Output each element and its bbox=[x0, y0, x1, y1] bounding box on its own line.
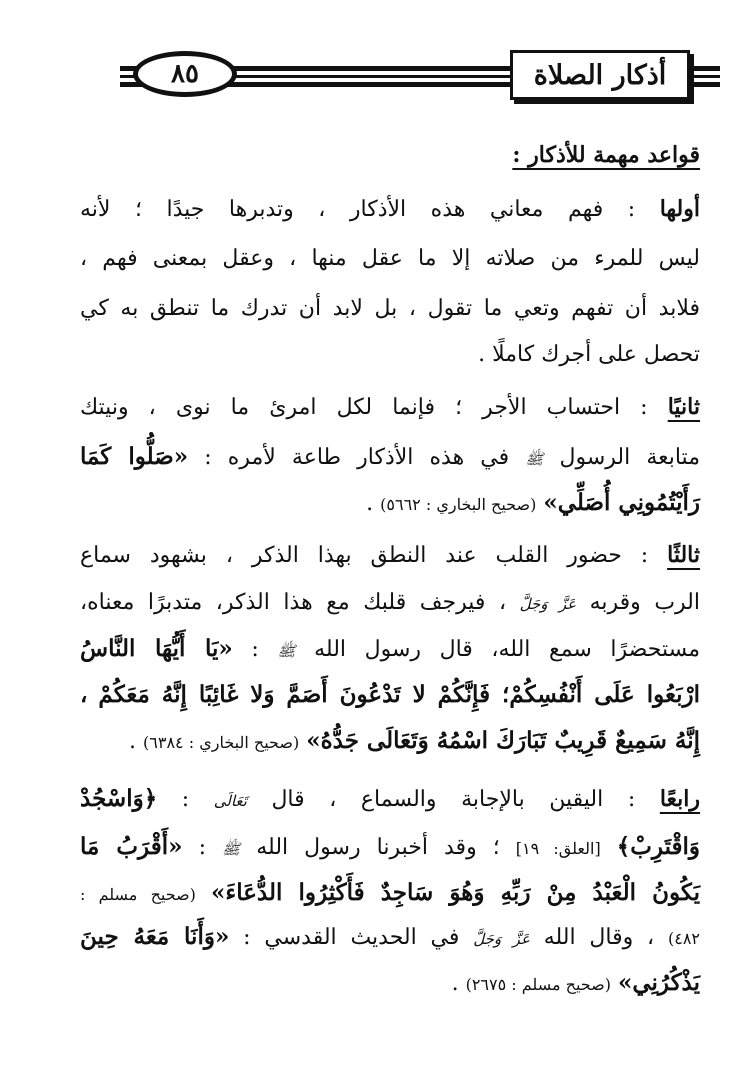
paragraph-2-label: ثانيًا bbox=[667, 394, 700, 420]
paragraph-2-text-2b: في هذه الأذكار طاعة لأمره : bbox=[204, 445, 510, 470]
paragraph-3-line-1 bbox=[80, 532, 700, 580]
hadith-quote-2c: ، bbox=[80, 681, 88, 708]
hadith-quote-2b: ارْبَعُوا عَلَى أَنْفُسِكُمْ؛ فَإِنَّكُمْ لا تَدْعُونَ أَصَمَّ وَلا غَائِبًا إِنَّهُ مَعَكُمْ bbox=[98, 681, 701, 708]
paragraph-1-text-3: فلابد أن تفهم وتعي ما تقول ، بل لابد أن تدرك ما تنطق به كي bbox=[80, 296, 700, 321]
line-end-period: . bbox=[451, 971, 459, 996]
separator: : bbox=[620, 395, 668, 420]
hadith-source-4: (صحيح مسلم : ٢٦٧٥) bbox=[465, 975, 611, 994]
paragraph-4-line-5 bbox=[80, 960, 700, 1008]
honorific-seal: ﷺ bbox=[277, 642, 296, 660]
hadith-source-3b: ٤٨٢) bbox=[667, 929, 700, 948]
hadith-quote-2d: إِنَّهُ سَمِيعٌ قَرِيبٌ تَبَارَكَ اسْمُهُ وَتَعَالَى جَدُّهُ» bbox=[306, 727, 700, 754]
hadith-source-2: (صحيح البخاري : ٦٣٨٤) bbox=[143, 733, 300, 752]
hadith-source-3a: (صحيح مسلم : bbox=[80, 885, 196, 904]
paragraph-1-line-3 bbox=[80, 286, 700, 334]
paragraph-1-text-4: تحصل على أجرك كاملًا . bbox=[478, 342, 700, 367]
paragraph-1-text-2: ليس للمرء من صلاته إلا ما عقل منها ، وعقل بمعنى فهم ، bbox=[80, 246, 700, 271]
hadith-quote-3b: يَكُونُ الْعَبْدُ مِنْ رَبِّهِ وَهُوَ سَاجِدٌ فَأَكْثِرُوا الدُّعَاءَ» bbox=[211, 879, 701, 906]
page-number-badge bbox=[133, 51, 237, 97]
honorific-seal: تَعَالَى bbox=[213, 792, 247, 810]
paragraph-2-text-1: احتساب الأجر ؛ فإنما لكل امرئ ما نوى ، ونيتك bbox=[80, 395, 621, 420]
paragraph-1-text-1: فهم معاني هذه الأذكار ، وتدبرها جيدًا ؛ لأنه bbox=[80, 197, 604, 222]
section-heading: قواعد مهمة للأذكار : bbox=[512, 142, 700, 168]
paragraph-4-text-4b: في الحديث القدسي : bbox=[243, 925, 460, 950]
honorific-seal: عَزَّ وَجَلَّ bbox=[519, 595, 577, 613]
paragraph-2-line-3 bbox=[80, 480, 700, 528]
paragraph-4-text-2b: : bbox=[198, 835, 206, 860]
quran-quote-a: ﴿وَاسْجُدْ bbox=[80, 785, 158, 812]
paragraph-1-line-1 bbox=[80, 186, 700, 234]
honorific-seal: عَزَّ وَجَلَّ bbox=[473, 930, 530, 948]
quran-quote-b: وَاقْتَرِبْ﴾ bbox=[616, 833, 701, 860]
separator: : bbox=[603, 197, 660, 222]
paragraph-2-line-2 bbox=[80, 434, 700, 482]
paragraph-4-text-2a: ؛ وقد أخبرنا رسول الله bbox=[256, 835, 500, 860]
chapter-title: أذكار الصلاة bbox=[533, 59, 667, 91]
paragraph-4-line-4 bbox=[80, 914, 700, 962]
paragraph-4-line-3 bbox=[80, 870, 700, 918]
paragraph-2-text-2a: متابعة الرسول bbox=[559, 445, 700, 470]
paragraph-4-text-4a: ، وقال الله bbox=[543, 925, 655, 950]
hadith-quote-1b: رَأَيْتُمُونِي أُصَلِّي» bbox=[543, 489, 700, 516]
honorific-seal: ﷺ bbox=[222, 840, 241, 858]
paragraph-4-line-2 bbox=[80, 824, 700, 872]
hadith-source-1: (صحيح البخاري : ٥٦٦٢) bbox=[380, 495, 537, 514]
paragraph-3-text-3a: مستحضرًا سمع الله، قال رسول الله bbox=[314, 637, 701, 662]
paragraph-3-line-4 bbox=[80, 672, 700, 720]
separator: : bbox=[621, 543, 668, 568]
hadith-quote-1a: «صَلُّوا كَمَا bbox=[80, 443, 189, 470]
hadith-quote-4b: يَذْكُرُنِي» bbox=[617, 969, 700, 996]
hadith-quote-2a: «يَا أَيُّهَا النَّاسُ bbox=[80, 635, 233, 662]
paragraph-3-text-2b: ، فيرجف قلبك مع هذا الذكر، متدبرًا معناه، bbox=[80, 590, 507, 615]
paragraph-1-line-2 bbox=[80, 236, 700, 284]
honorific-seal: ﷺ bbox=[525, 450, 544, 468]
chapter-title-box bbox=[510, 50, 690, 100]
paragraph-3-text-3b: : bbox=[251, 637, 259, 662]
page-number: ٨٥ bbox=[171, 59, 199, 89]
paragraph-4-line-1 bbox=[80, 776, 700, 824]
hadith-quote-3a: «أَقْرَبُ مَا bbox=[80, 833, 183, 860]
hadith-quote-4a: «وَأَنَا مَعَهُ حِينَ bbox=[80, 923, 230, 950]
paragraph-4-text-1a: اليقين بالإجابة والسماع ، قال bbox=[271, 787, 604, 812]
paragraph-3-label: ثالثًا bbox=[667, 542, 700, 568]
paragraph-3-text-1: حضور القلب عند النطق بهذا الذكر ، بشهود سماع bbox=[80, 543, 622, 568]
paragraph-2-line-1 bbox=[80, 384, 700, 432]
paragraph-3-line-2 bbox=[80, 580, 700, 628]
paragraph-1-label: أولها bbox=[659, 196, 700, 222]
paragraph-4-label: رابعًا bbox=[659, 786, 701, 812]
paragraph-3-line-5 bbox=[80, 718, 700, 766]
line-end-period: . bbox=[129, 729, 137, 754]
paragraph-3-text-2a: الرب وقربه bbox=[589, 590, 700, 615]
paragraph-4-text-1b: : bbox=[181, 787, 190, 812]
paragraph-1-line-4 bbox=[80, 332, 700, 380]
separator: : bbox=[603, 787, 660, 812]
quran-source: [العلق: ١٩] bbox=[515, 839, 601, 858]
line-end-period: . bbox=[366, 491, 374, 516]
section-heading-line bbox=[400, 132, 700, 180]
paragraph-3-line-3 bbox=[80, 626, 700, 674]
